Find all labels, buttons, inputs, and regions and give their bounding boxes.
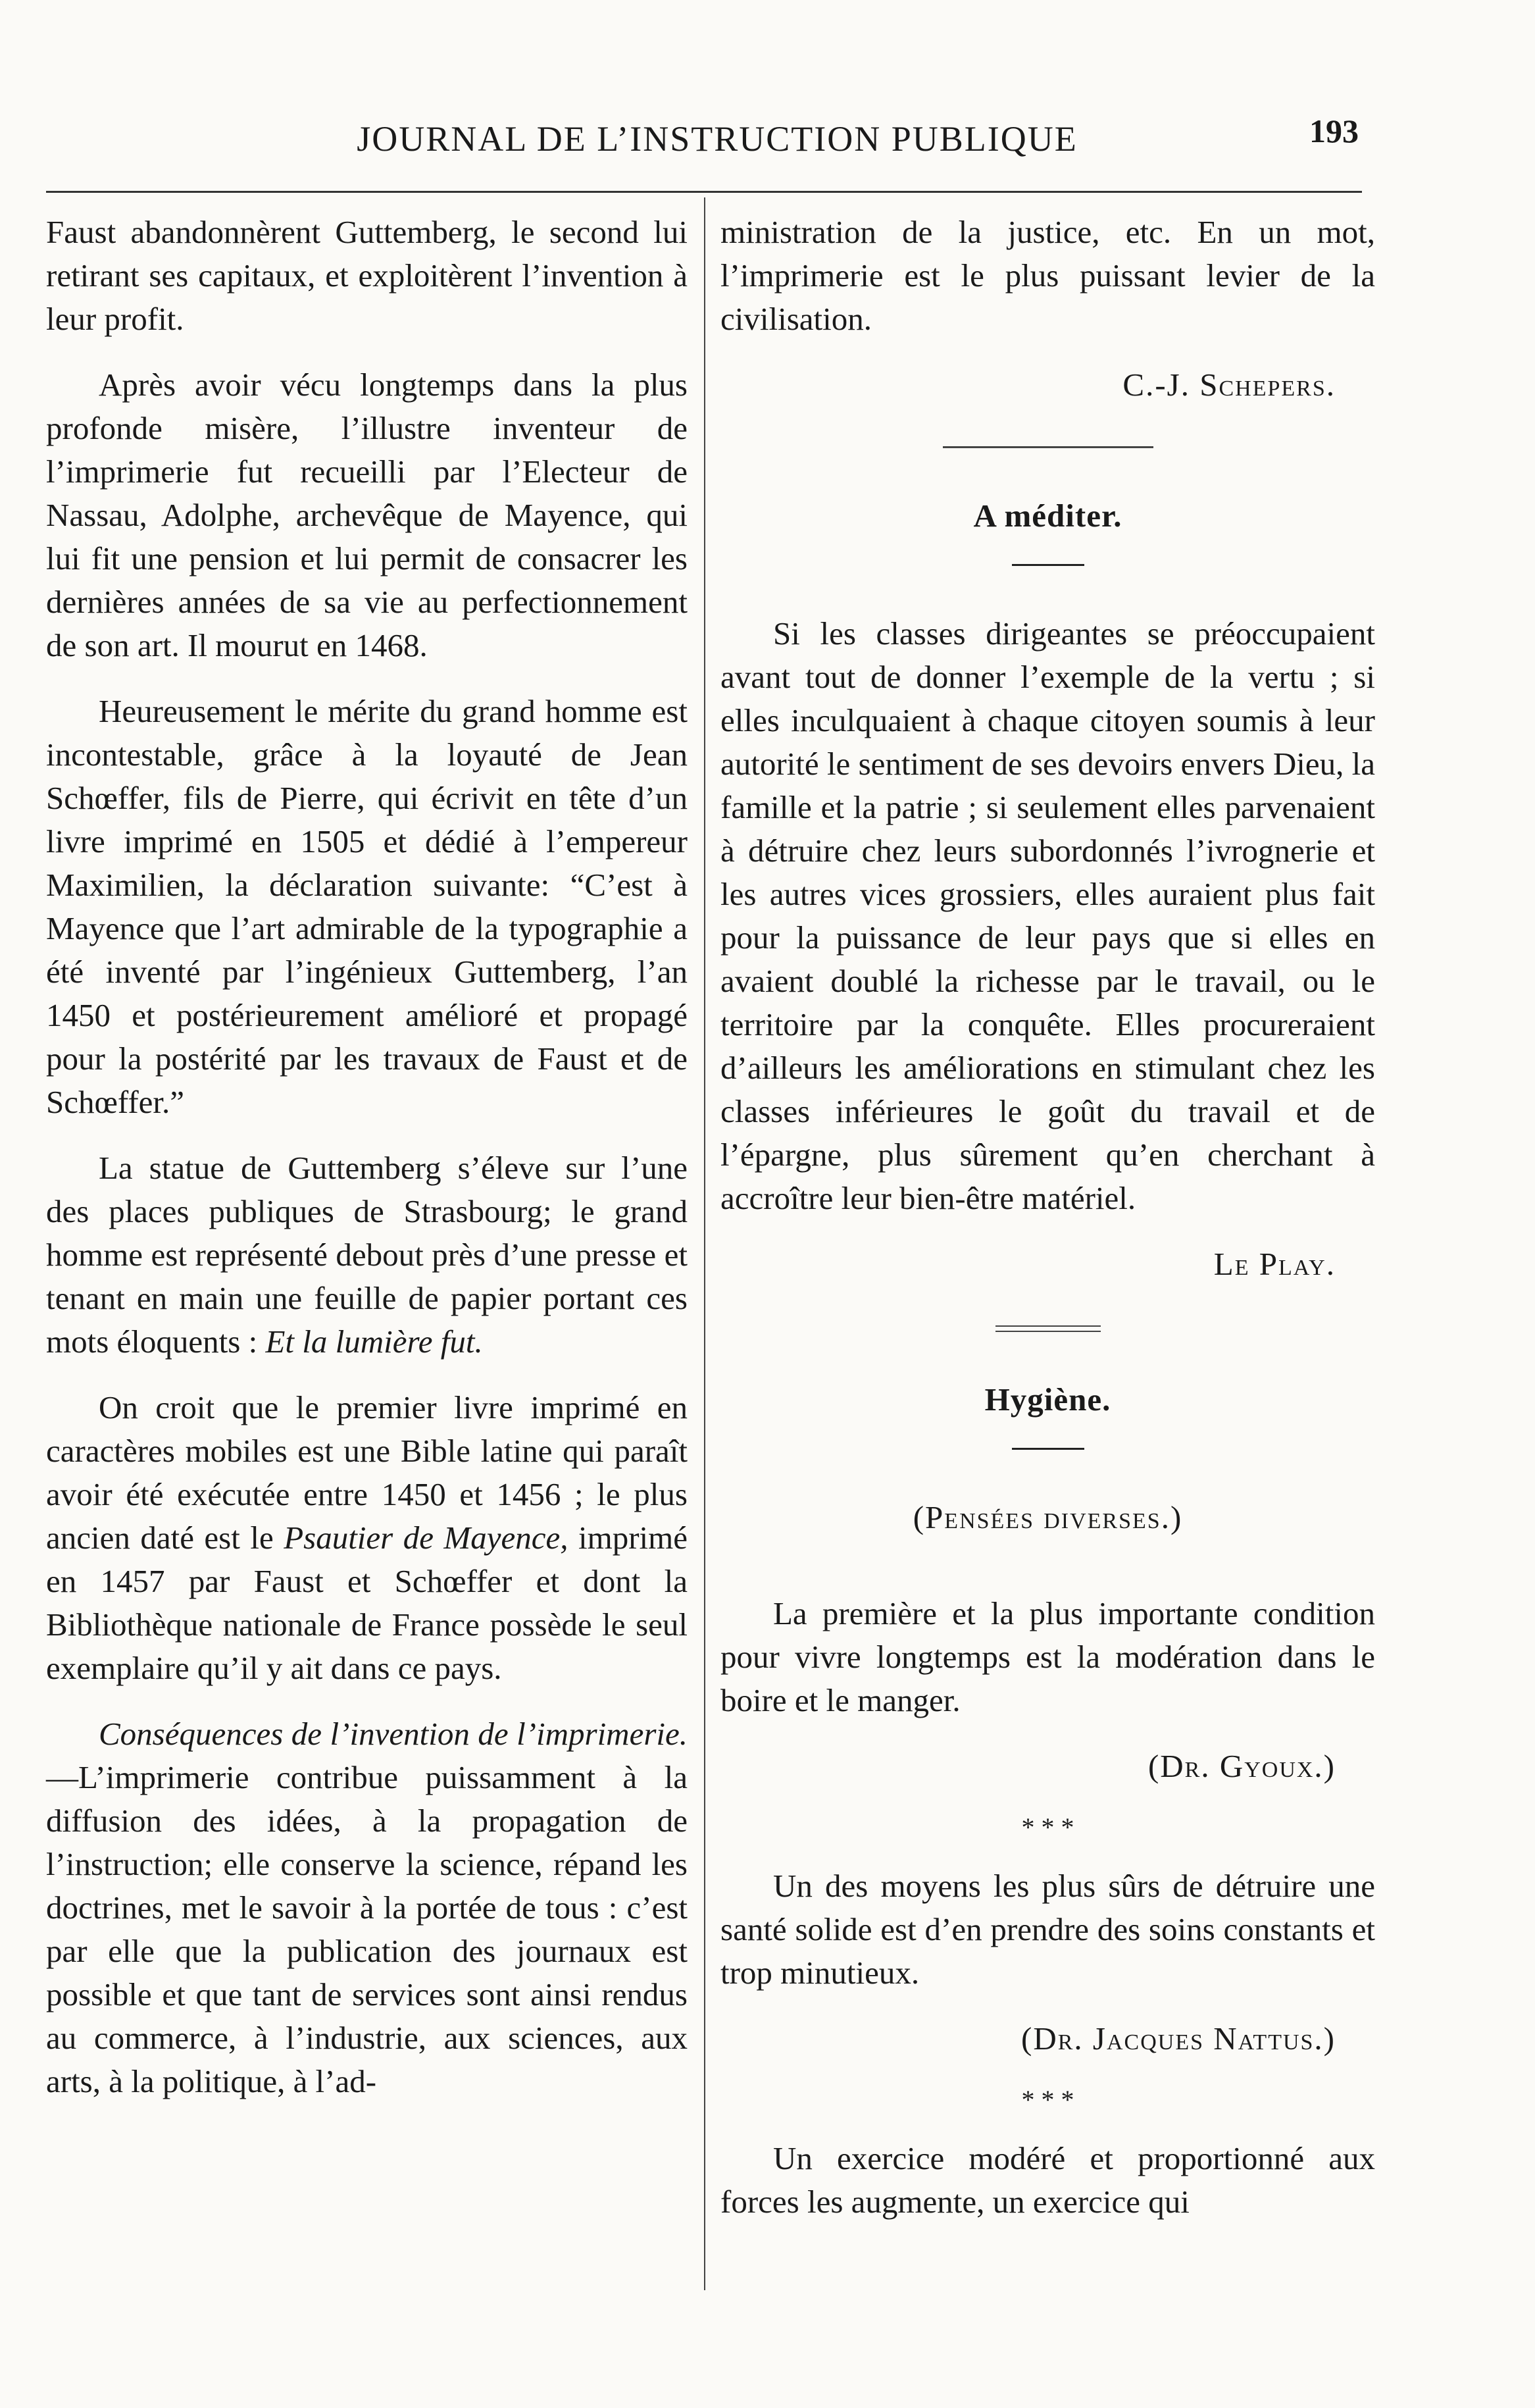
paragraph: ministration de la justice, etc. En un mot, l’imprimerie est le plus puissant levier de la civilisation.: [720, 214, 1375, 337]
paragraph: [46, 1146, 688, 1364]
quote: Et la lumière fut.: [265, 1323, 483, 1360]
paragraph-text: La statue de Guttemberg s’éleve sur l’une des places publiques de Strasbourg; le grand homme est représenté debout près d’une presse et tenant en main une feuille de papier portant ces mots éloquents :: [46, 1150, 688, 1360]
paragraph: [46, 1386, 688, 1690]
section-subtitle: (Pensées diverses.): [913, 1499, 1183, 1535]
book-title: Psautier de Mayence,: [284, 1520, 568, 1556]
column-divider: [704, 197, 705, 2290]
paragraph: Faust abandonnèrent Guttemberg, le second lui retirant ses capitaux, et exploitèrent l’invention à leur profit.: [46, 214, 688, 337]
paragraph: [46, 1712, 688, 2103]
paragraph-text: On croit que le premier livre imprimé en caractères mobiles est une Bible latine qui paraît avoir été exécutée entre 1450 et 1456 ; le plus ancien daté est le: [46, 1389, 688, 1556]
paragraph-text: imprimé en 1457 par Faust et Schœffer et dont la Bibliothèque nationale de France possède le seul exemplaire qu’il y ait dans ce pays.: [46, 1520, 688, 1686]
asterism: * * *: [1021, 2085, 1074, 2114]
asterism: * * *: [1021, 1812, 1074, 1842]
paragraph-text: —L’imprimerie contribue puissamment à la diffusion des idées, à la propagation de l’instruction; elle conserve la science, répand les doctrines, met le savoir à la portée de tous : c’est par elle que la publication des journaux est possible et que tant de services sont ainsi rendus au commerce, à l’industrie, aux sciences, aux arts, à la politique, à l’ad-: [46, 1759, 688, 2099]
paragraph: Heureusement le mérite du grand homme est incontestable, grâce à la loyauté de Jean Schœffer, fils de Pierre, qui écrivit en tête d’un livre imprimé en 1505 et dédié à l’empereur Maximilien, la déclaration suivante: “C’est à Mayence que l’art admirable de la typographie a été inventé par l’ingénieux Guttemberg, l’an 1450 et postérieurement amélioré et propagé pour la postérité par les travaux de Faust et de Schœffer.”: [46, 693, 688, 1120]
left-column: [46, 211, 688, 2126]
title-rule: [1012, 564, 1084, 566]
paragraph: La première et la plus importante condition pour vivre longtemps est la modération dans le boire et le manger.: [720, 1595, 1375, 1718]
paragraph: Un exercice modéré et proportionné aux forces les augmente, un exercice qui: [720, 2140, 1375, 2220]
paragraph-heading: Conséquences de l’invention de l’imprimerie.: [99, 1716, 688, 1752]
header-rule: [46, 191, 1362, 193]
signature: Le Play.: [1213, 1246, 1336, 1282]
signature: (Dr. Gyoux.): [1147, 1748, 1336, 1784]
section-divider: [995, 1325, 1101, 1332]
page-number: 193: [1309, 113, 1359, 149]
right-column: [720, 211, 1375, 2246]
journal-title: JOURNAL DE L’INSTRUCTION PUBLIQUE: [357, 119, 1078, 159]
signature: (Dr. Jacques Nattus.): [1021, 2020, 1336, 2057]
paragraph: Si les classes dirigeantes se préoccupaient avant tout de donner l’exemple de la vertu ; si elles inculquaient à chaque citoyen soumis à leur autorité le sentiment de ses devoirs envers Dieu, la famille et la patrie ; si seulement elles parvenaient à détruire chez leurs subordonnés l’ivrognerie et les autres vices grossiers, elles auraient plus fait pour la puissance de leur pays que si elles en avaient doublé la richesse par le travail, ou le territoire par la conquête. Elles procureraient d’ailleurs les améliorations en stimulant chez les classes inférieures le goût du travail et de l’épargne, plus sûrement qu’en cherchant à accroître leur bien-être matériel.: [720, 615, 1375, 1216]
paragraph: Un des moyens les plus sûrs de détruire une santé solide est d’en prendre des soins constants et trop minutieux.: [720, 1868, 1375, 1991]
section-title: A méditer.: [973, 498, 1122, 534]
section-divider: [943, 446, 1153, 448]
paragraph: Après avoir vécu longtemps dans la plus profonde misère, l’illustre inventeur de l’imprimerie fut recueilli par l’Electeur de Nassau, Adolphe, archevêque de Mayence, qui lui fit une pension et lui permit de consacrer les dernières années de sa vie au perfectionnement de son art. Il mourut en 1468.: [46, 367, 688, 663]
signature: C.-J. Schepers.: [1122, 367, 1336, 403]
section-title: Hygiène.: [984, 1381, 1111, 1418]
title-rule: [1012, 1448, 1084, 1450]
